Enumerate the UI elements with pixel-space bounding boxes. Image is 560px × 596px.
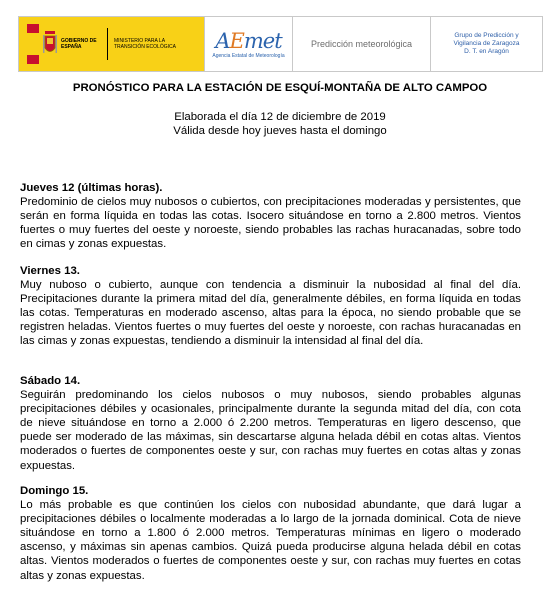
document-title: PRONÓSTICO PARA LA ESTACIÓN DE ESQUÍ-MONTAÑA DE ALTO CAMPOO <box>72 82 488 94</box>
prediction-label: Predicción meteorológica <box>310 39 413 49</box>
document-header <box>18 16 543 72</box>
group-line-2: Vigilancia de Zaragoza <box>453 40 520 47</box>
section-text: Muy nuboso o cubierto, aunque con tendencia a disminuir la nubosidad al final del día. Precipitaciones durante la primera mitad del día, generalmente débiles, en forma líquida en todas las cotas. Temperaturas en moderado ascenso, altas para la época, no siendo probable que se registren heladas. Vientos fuertes o muy fuertes del oeste y noroeste, con rachas huracanadas en las cimas y zonas expuestas, tendiendo a disminuir la intensidad al final del día. <box>20 279 521 348</box>
forecast-section-thursday <box>20 181 521 251</box>
spain-flag-icon <box>27 24 39 64</box>
logo-divider <box>107 28 108 60</box>
section-text: Lo más probable es que continúen los cielos con nubosidad abundante, que dará lugar a precipitaciones débiles o localmente moderadas a lo largo de la jornada dominical. Cota de nieve situándose en torno a 1.800 ó 2.000 metros. Temperaturas mínimas en ligero o moderado ascenso, y máximas sin apenas cambios. Quizá pueda producirse alguna helada débil en cotas altas. Vientos moderados o fuertes de componentes oeste y sur, con rachas muy fuertes en cotas altas y zonas expuestas. <box>20 499 521 582</box>
aemet-wordmark: AEmet <box>215 28 282 53</box>
group-label <box>453 32 519 56</box>
issued-date: Elaborada el día 12 de diciembre de 2019 <box>174 111 386 123</box>
group-line-3: D. T. en Aragón <box>464 48 509 55</box>
group-line-1: Grupo de Predicción y <box>454 32 519 39</box>
aemet-subtitle: Agencia Estatal de Meteorología <box>212 52 285 59</box>
coat-of-arms-icon <box>43 29 57 59</box>
forecast-section-friday <box>20 264 521 349</box>
section-heading: Sábado 14. <box>20 375 81 387</box>
ministry-name: MINISTERIO PARA LA TRANSICIÓN ECOLÓGICA <box>114 38 176 50</box>
section-text: Seguirán predominando los cielos nubosos o muy nubosos, siendo probables algunas precipitaciones débiles y ocasionales, principalmente durante la segunda mitad del día, con cota de nieve situándose en torno a 2.000 ó 2.200 metros. Temperaturas en ligero descenso, que puede ser moderado de las máximas, sin descartarse alguna helada débil en cotas altas. Vientos moderados o fuertes de componentes oeste y sur, con rachas muy fuertes en cotas altas y zonas expuestas. <box>20 389 521 472</box>
section-heading: Domingo 15. <box>20 485 89 497</box>
group-label-cell <box>431 17 542 71</box>
forecast-section-sunday <box>20 484 521 583</box>
validity-period: Válida desde hoy jueves hasta el domingo <box>173 125 387 137</box>
government-logo <box>19 17 205 71</box>
section-text: Predominio de cielos muy nubosos o cubiertos, con precipitaciones moderadas y persistentes, que serán en forma líquida en todas las cotas. Isocero situándose en torno a 2.800 metros. Vientos fuertes o muy fuertes del oeste y noroeste, siendo probables las rachas huracanadas, sobre todo en cimas y zonas expuestas. <box>20 196 521 251</box>
prediction-label-cell <box>293 17 431 71</box>
section-heading: Viernes 13. <box>20 265 80 277</box>
government-name: GOBIERNO DE ESPAÑA <box>61 38 97 50</box>
aemet-logo <box>205 17 293 71</box>
section-heading: Jueves 12 (últimas horas). <box>20 182 163 194</box>
forecast-section-saturday <box>20 374 521 473</box>
